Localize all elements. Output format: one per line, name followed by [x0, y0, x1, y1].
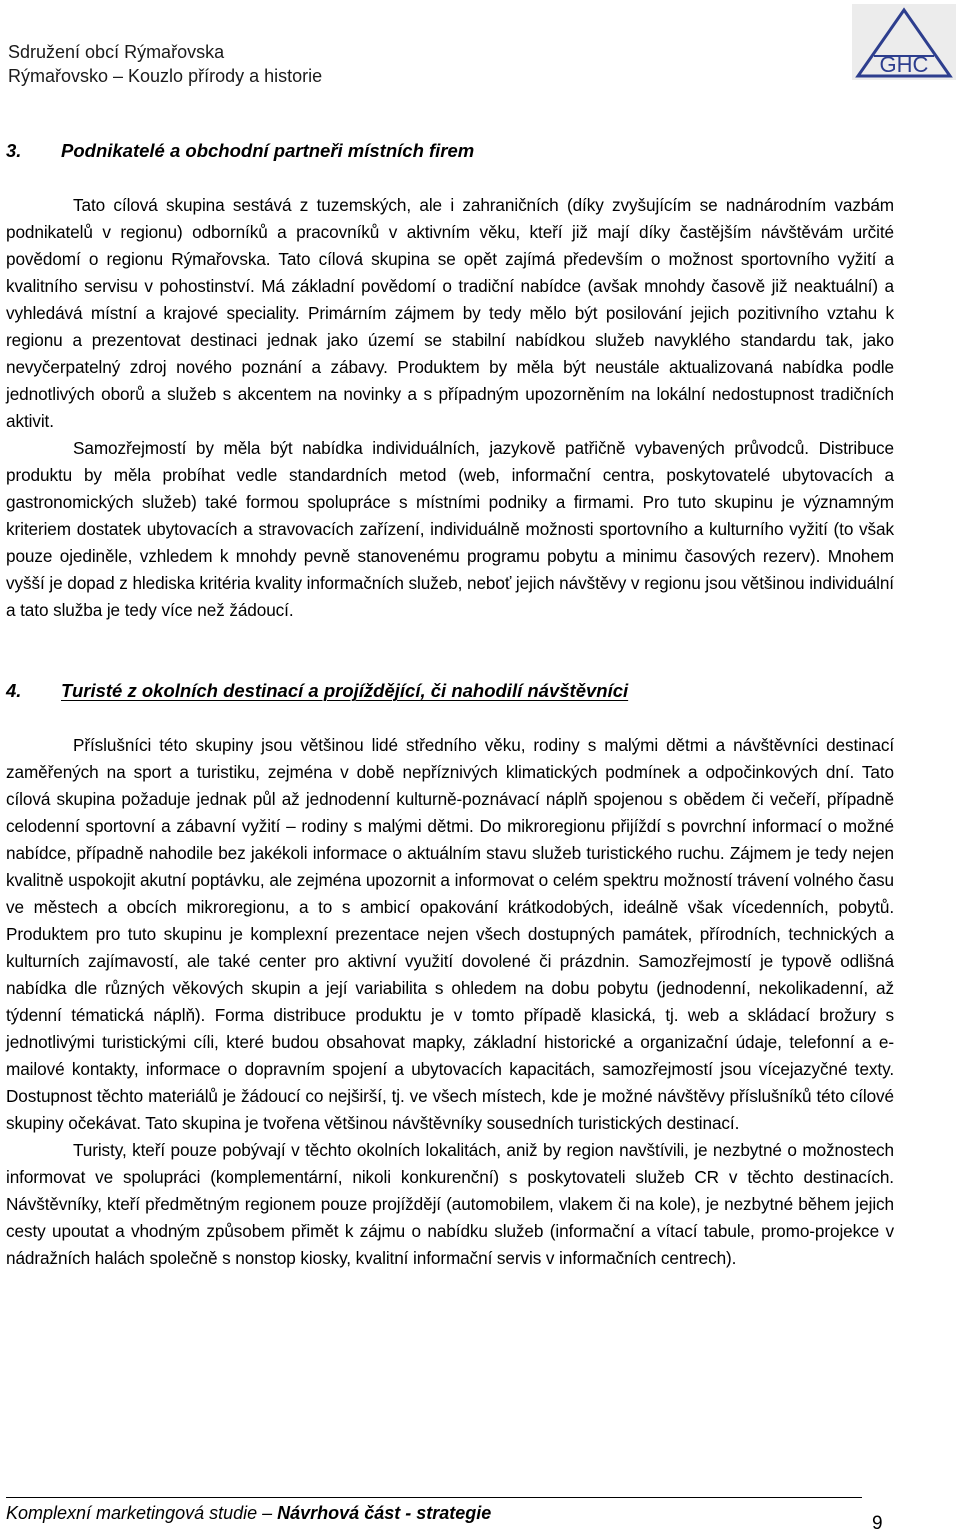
section-3-title: Podnikatelé a obchodní partneři místních firem [61, 140, 475, 161]
ghc-logo [852, 4, 956, 80]
header-org-line1: Sdružení obcí Rýmařovska [8, 42, 225, 62]
section-3-paragraph-2: Samozřejmostí by měla být nabídka individuálních, jazykově patřičně vybavených průvodců. Distribuce produktu by měla probíhat vedle standardních metod (web, informační centra, poskytovatelé ubytovacích a gastronomických služeb) také formou spolupráce s místními podniky a firmami. Pro tuto skupinu je významným kriteriem dostatek ubytovacích a stravovacích zařízení, individuálně možnosti sportovního a kulturního vyžití (to však pouze ojediněle, vzhledem k mnohdy pevně stanovenému programu pobytu a minimu časových rezerv). Mnohem vyšší je dopad z hlediska kritéria kvality informačních služeb, neboť jejich návštěvy v regionu jsou většinou individuální a tato služba je tedy více než žádoucí. [6, 438, 894, 620]
section-4-paragraph-2: Turisty, kteří pouze pobývají v těchto okolních lokalitách, aniž by region navštívili, je nezbytné o možnostech informovat ve spolupráci (komplementární, nikoli konkurenční) s poskytovateli služeb CR v těchto destinacích. Návštěvníky, kteří předmětným regionem pouze projíždějí (automobilem, vlakem či na kole), je nezbytné během jejich cesty upoutat a vhodným způsobem přimět k zájmu o nabídku služeb (informační a vítací tabule, promo-projekce v nádražních halách společně s nonstop kiosky, kvalitní informační servis v informačních centrech). [6, 1140, 894, 1268]
ghc-logo-graphic [852, 4, 956, 80]
section-4-paragraph-1: Příslušníci této skupiny jsou většinou lidé středního věku, rodiny s malými dětmi a návštěvníci destinací zaměřených na sport a turistiku, zejména v době nepříznivých klimatických podmínek a odpočinkových dní. Tato cílová skupina požaduje jednak půl až jednodenní kulturně-poznávací náplň spojenou s obědem či večeří, případně celodenní sportovní a zábavní vyžití – rodiny s malými dětmi. Do mikroregionu přijíždí s povrchní informací o možné nabídce, případně nahodile bez jakékoli informace o aktuálním stavu služeb turistického ruchu. Zájmem je tedy nejen kvalitně uspokojit akutní poptávku, ale zejména upozornit a informovat o celém spektru možností trávení volného času ve městech a obcích mikroregionu, a to s ambicí opakování krátkodobých, ideálně však vícedenních, pobytů. Produktem pro tuto skupinu je komplexní prezentace nejen všech dostupných památek, přírodních, technických a kulturních zajímavostí, ale také center pro aktivní využití dovolené či prázdnin. Samozřejmostí je typově odlišná nabídka dle různých věkových skupin a její variabilita s ohledem na dobu pobytu (jednodenní, nekolikadenní, až týdenní tématická náplň). Forma distribuce produktu je v tomto případě klasická, tj. web a skládací brožury s jednotlivými turistickými cíli, které budou obsahovat mapky, základní historické a organizační údaje, telefonní a e-mailové kontakty, informace o dopravním spojení a ubytovacích kapacitách, samozřejmostí jsou vícejazyčné texty. Dostupnost těchto materiálů je žádoucí co nejširší, tj. ve všech místech, kde je možné návštěvy příslušníků této cílové skupiny očekávat. Tato skupina je tvořena většinou návštěvníky sousedních turistických destinací. [6, 735, 894, 1133]
section-4-title: Turisté z okolních destinací a projíždějící, či nahodilí návštěvníci [61, 680, 629, 701]
footer-divider [6, 1497, 862, 1498]
section-3-number: 3. [6, 140, 22, 161]
section-3-body [6, 192, 894, 624]
header-organization [8, 40, 322, 89]
section-4-body [6, 732, 894, 1272]
logo-text: GHC [879, 52, 929, 77]
section-3-paragraph-1: Tato cílová skupina sestává z tuzemských, ale i zahraničních (díky zvyšujícím se nadnárodním vazbám podnikatelů v regionu) odborníků a pracovníků v aktivním věku, kteří již mají díky častějším návštěvám určité povědomí o regionu Rýmařovska. Tato cílová skupina se opět zajímá především o možnost sportovního vyžití a kvalitního servisu v pohostinství. Má základní povědomí o tradiční nabídce (avšak mnohdy časově již neaktuální) a vyhledává místní a krajové speciality. Primárním zájmem by tedy mělo být posilování jejich pozitivního vztahu k regionu a prezentovat destinaci jednak jako území se stabilní nabídkou služeb navyklého standardu tak, jako nevyčerpatelný zdroj nového poznání a zábavy. Produktem by měla být neustále aktualizovaná nabídka podle jednotlivých oborů a služeb s akcentem na novinky a s případným upozorněním na lokální nedostupnost tradičních aktivit. [6, 195, 894, 431]
section-4-number: 4. [6, 680, 22, 701]
footer-title-regular: Komplexní marketingová studie – [6, 1503, 278, 1523]
page-number: 9 [872, 1513, 883, 1534]
footer-title-bold: Návrhová část - strategie [277, 1503, 492, 1523]
header-org-line2: Rýmařovsko – Kouzlo přírody a historie [8, 66, 323, 87]
section-3-heading [6, 140, 474, 162]
footer-title [6, 1503, 491, 1524]
section-4-heading [6, 680, 628, 702]
